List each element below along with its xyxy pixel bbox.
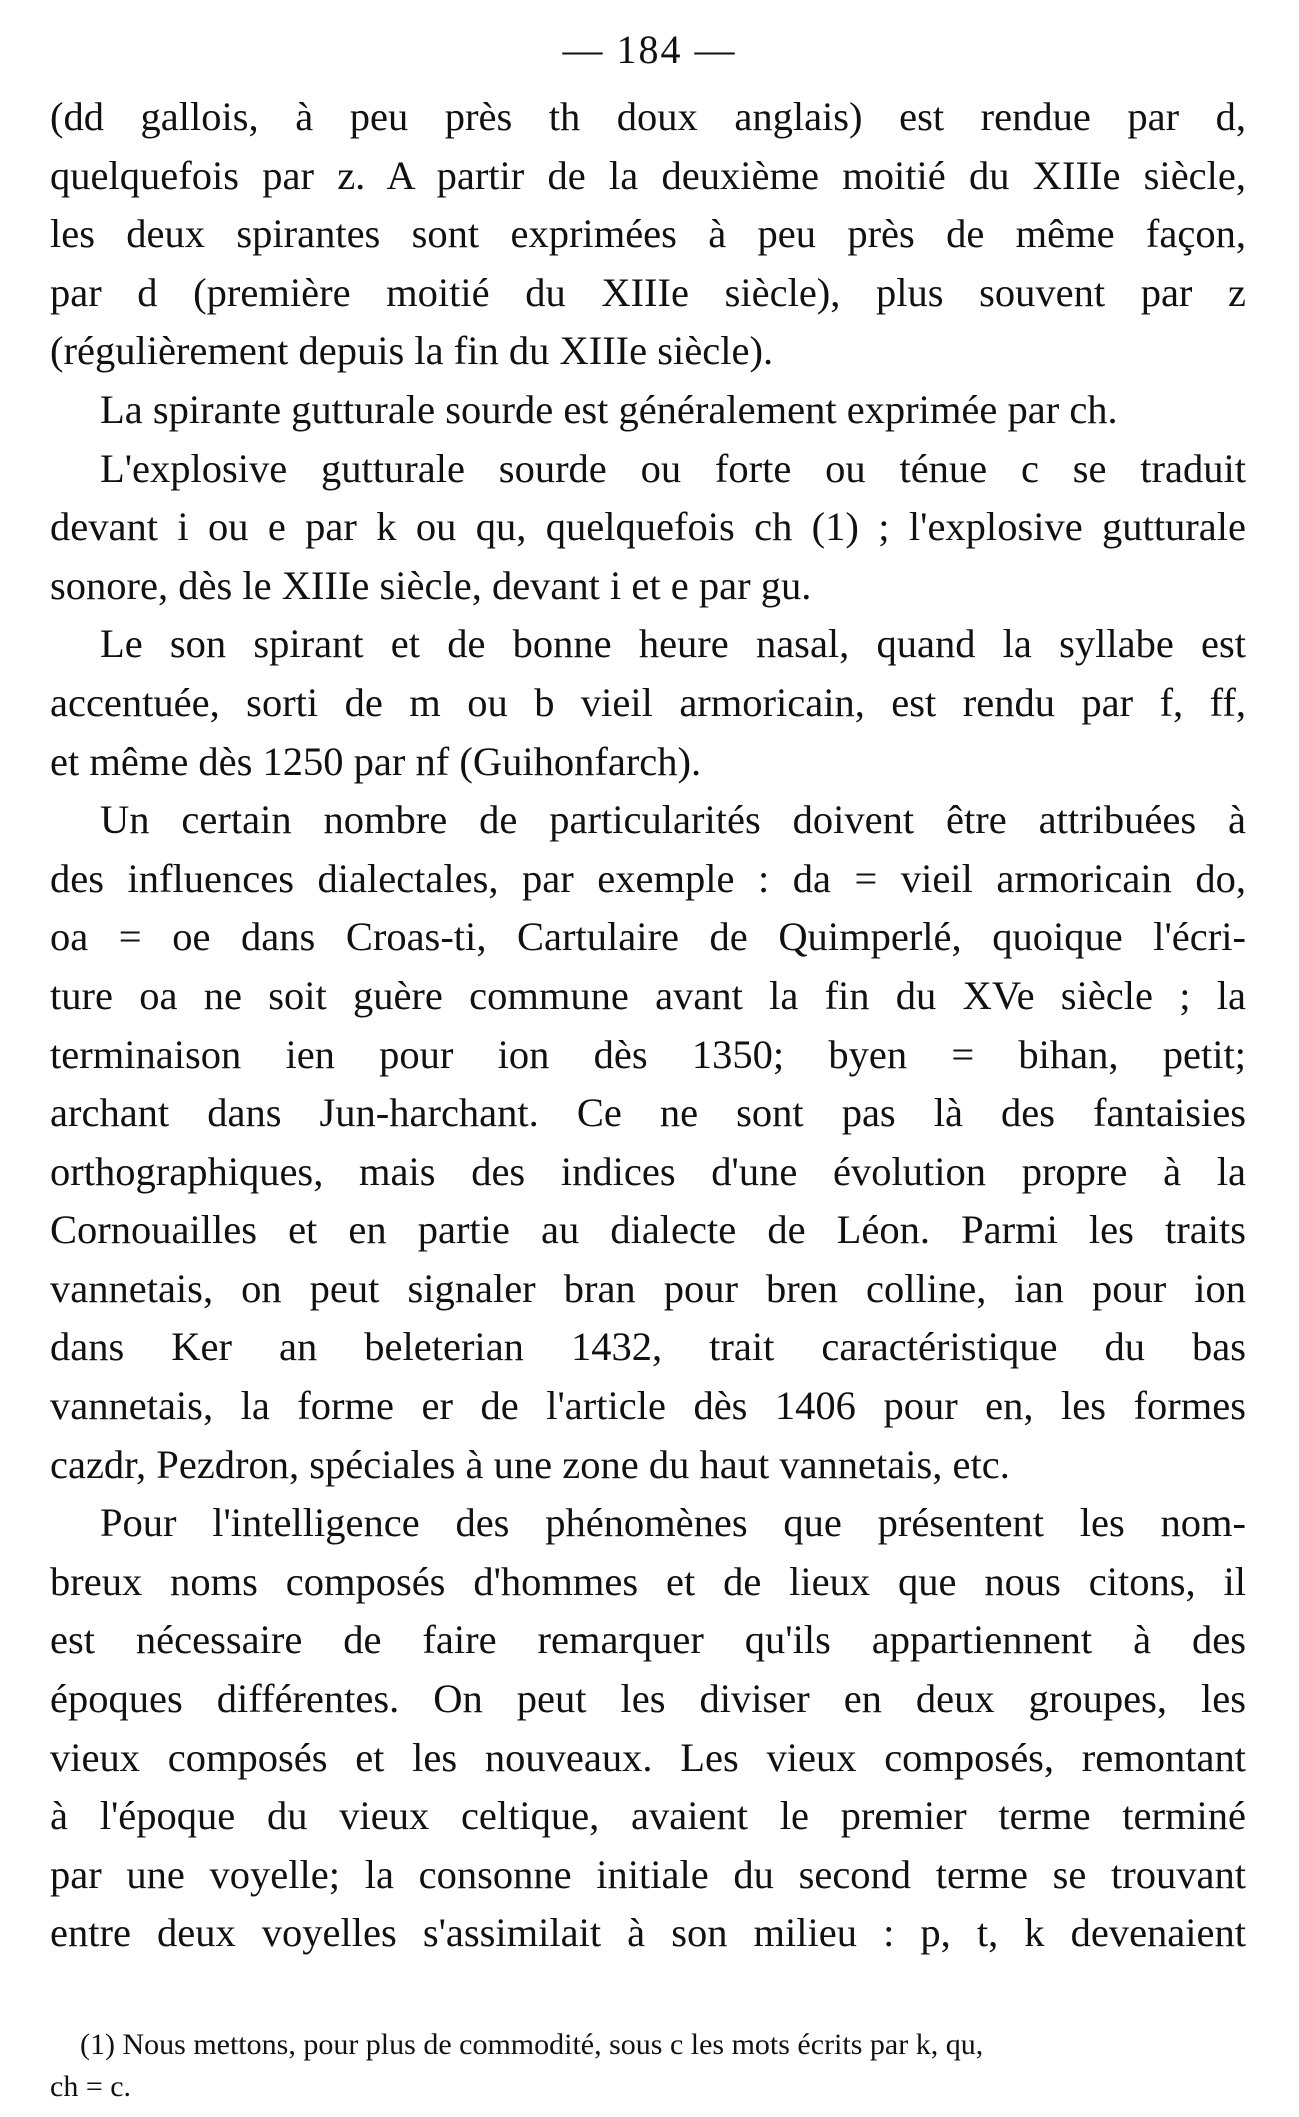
text-line: Le son spirant et de bonne heure nasal, quand la syllabe est — [100, 621, 1246, 667]
text-line: (dd gallois, à peu près th doux anglais) est rendue par d, — [50, 94, 1246, 139]
text-line: dans Ker an beleterian 1432, trait caractéristique du bas — [50, 1324, 1246, 1370]
text-line: les deux spirantes sont exprimées à peu près de même façon, — [50, 211, 1246, 257]
text-line: vannetais, on peut signaler bran pour bren colline, ian pour ion — [50, 1265, 1246, 1311]
text-line: vannetais, la forme er de l'article dès 1406 pour en, les formes — [50, 1383, 1246, 1429]
text-line: terminaison ien pour ion dès 1350; byen = bihan, petit; — [50, 1031, 1246, 1077]
text-line: Pour l'intelligence des phénomènes que présentent les nom- — [100, 1500, 1246, 1546]
text-line: sonore, dès le XIIIe siècle, devant i et e par gu. — [50, 562, 812, 608]
text-line: L'explosive gutturale sourde ou forte ou ténue c se traduit — [100, 445, 1246, 491]
text-line: Un certain nombre de particularités doivent être attribuées à — [100, 797, 1246, 843]
footnote — [50, 2024, 1246, 2108]
text-line: et même dès 1250 par nf (Guihonfarch). — [50, 738, 702, 784]
text-line: cazdr, Pezdron, spéciales à une zone du haut vannetais, etc. — [50, 1441, 1010, 1487]
text-line: devant i ou e par k ou qu, quelquefois ch (1) ; l'explosive gutturale — [50, 504, 1246, 550]
text-line: époques différentes. On peut les diviser en deux groupes, les — [50, 1676, 1246, 1722]
text-line: par d (première moitié du XIIIe siècle), plus souvent par z — [50, 269, 1246, 315]
text-line: orthographiques, mais des indices d'une évolution propre à la — [50, 1148, 1246, 1194]
text-line: entre deux voyelles s'assimilait à son milieu : p, t, k devenaient — [50, 1910, 1246, 1956]
text-line: ture oa ne soit guère commune avant la fin du XVe siècle ; la — [50, 972, 1246, 1018]
text-line: est nécessaire de faire remarquer qu'ils appartiennent à des — [50, 1617, 1246, 1663]
text-line: des influences dialectales, par exemple : da = vieil armoricain do, — [50, 855, 1246, 901]
text-line: accentuée, sorti de m ou b vieil armoricain, est rendu par f, ff, — [50, 679, 1246, 725]
text-line: breux noms composés d'hommes et de lieux que nous citons, il — [50, 1558, 1246, 1604]
text-line: archant dans Jun-harchant. Ce ne sont pas là des fantaisies — [50, 1090, 1246, 1136]
text-line: (régulièrement depuis la fin du XIIIe siècle). — [50, 328, 774, 374]
text-line: Cornouailles et en partie au dialecte de Léon. Parmi les traits — [50, 1207, 1246, 1253]
footnote-line: (1) Nous mettons, pour plus de commodité, sous c les mots écrits par k, qu, — [80, 2028, 984, 2061]
footnote-line: ch = c. — [50, 2070, 132, 2103]
text-line: oa = oe dans Croas-ti, Cartulaire de Quimperlé, quoique l'écri- — [50, 914, 1246, 960]
main-text — [50, 88, 1246, 1963]
text-line: La spirante gutturale sourde est généralement exprimée par ch. — [100, 386, 1118, 432]
text-line: à l'époque du vieux celtique, avaient le premier terme terminé — [50, 1793, 1246, 1839]
text-line: par une voyelle; la consonne initiale du second terme se trouvant — [50, 1851, 1246, 1897]
text-line: vieux composés et les nouveaux. Les vieux composés, remontant — [50, 1734, 1246, 1780]
text-line: quelquefois par z. A partir de la deuxième moitié du XIIIe siècle, — [50, 152, 1246, 198]
page-number: — 184 — — [562, 27, 737, 72]
